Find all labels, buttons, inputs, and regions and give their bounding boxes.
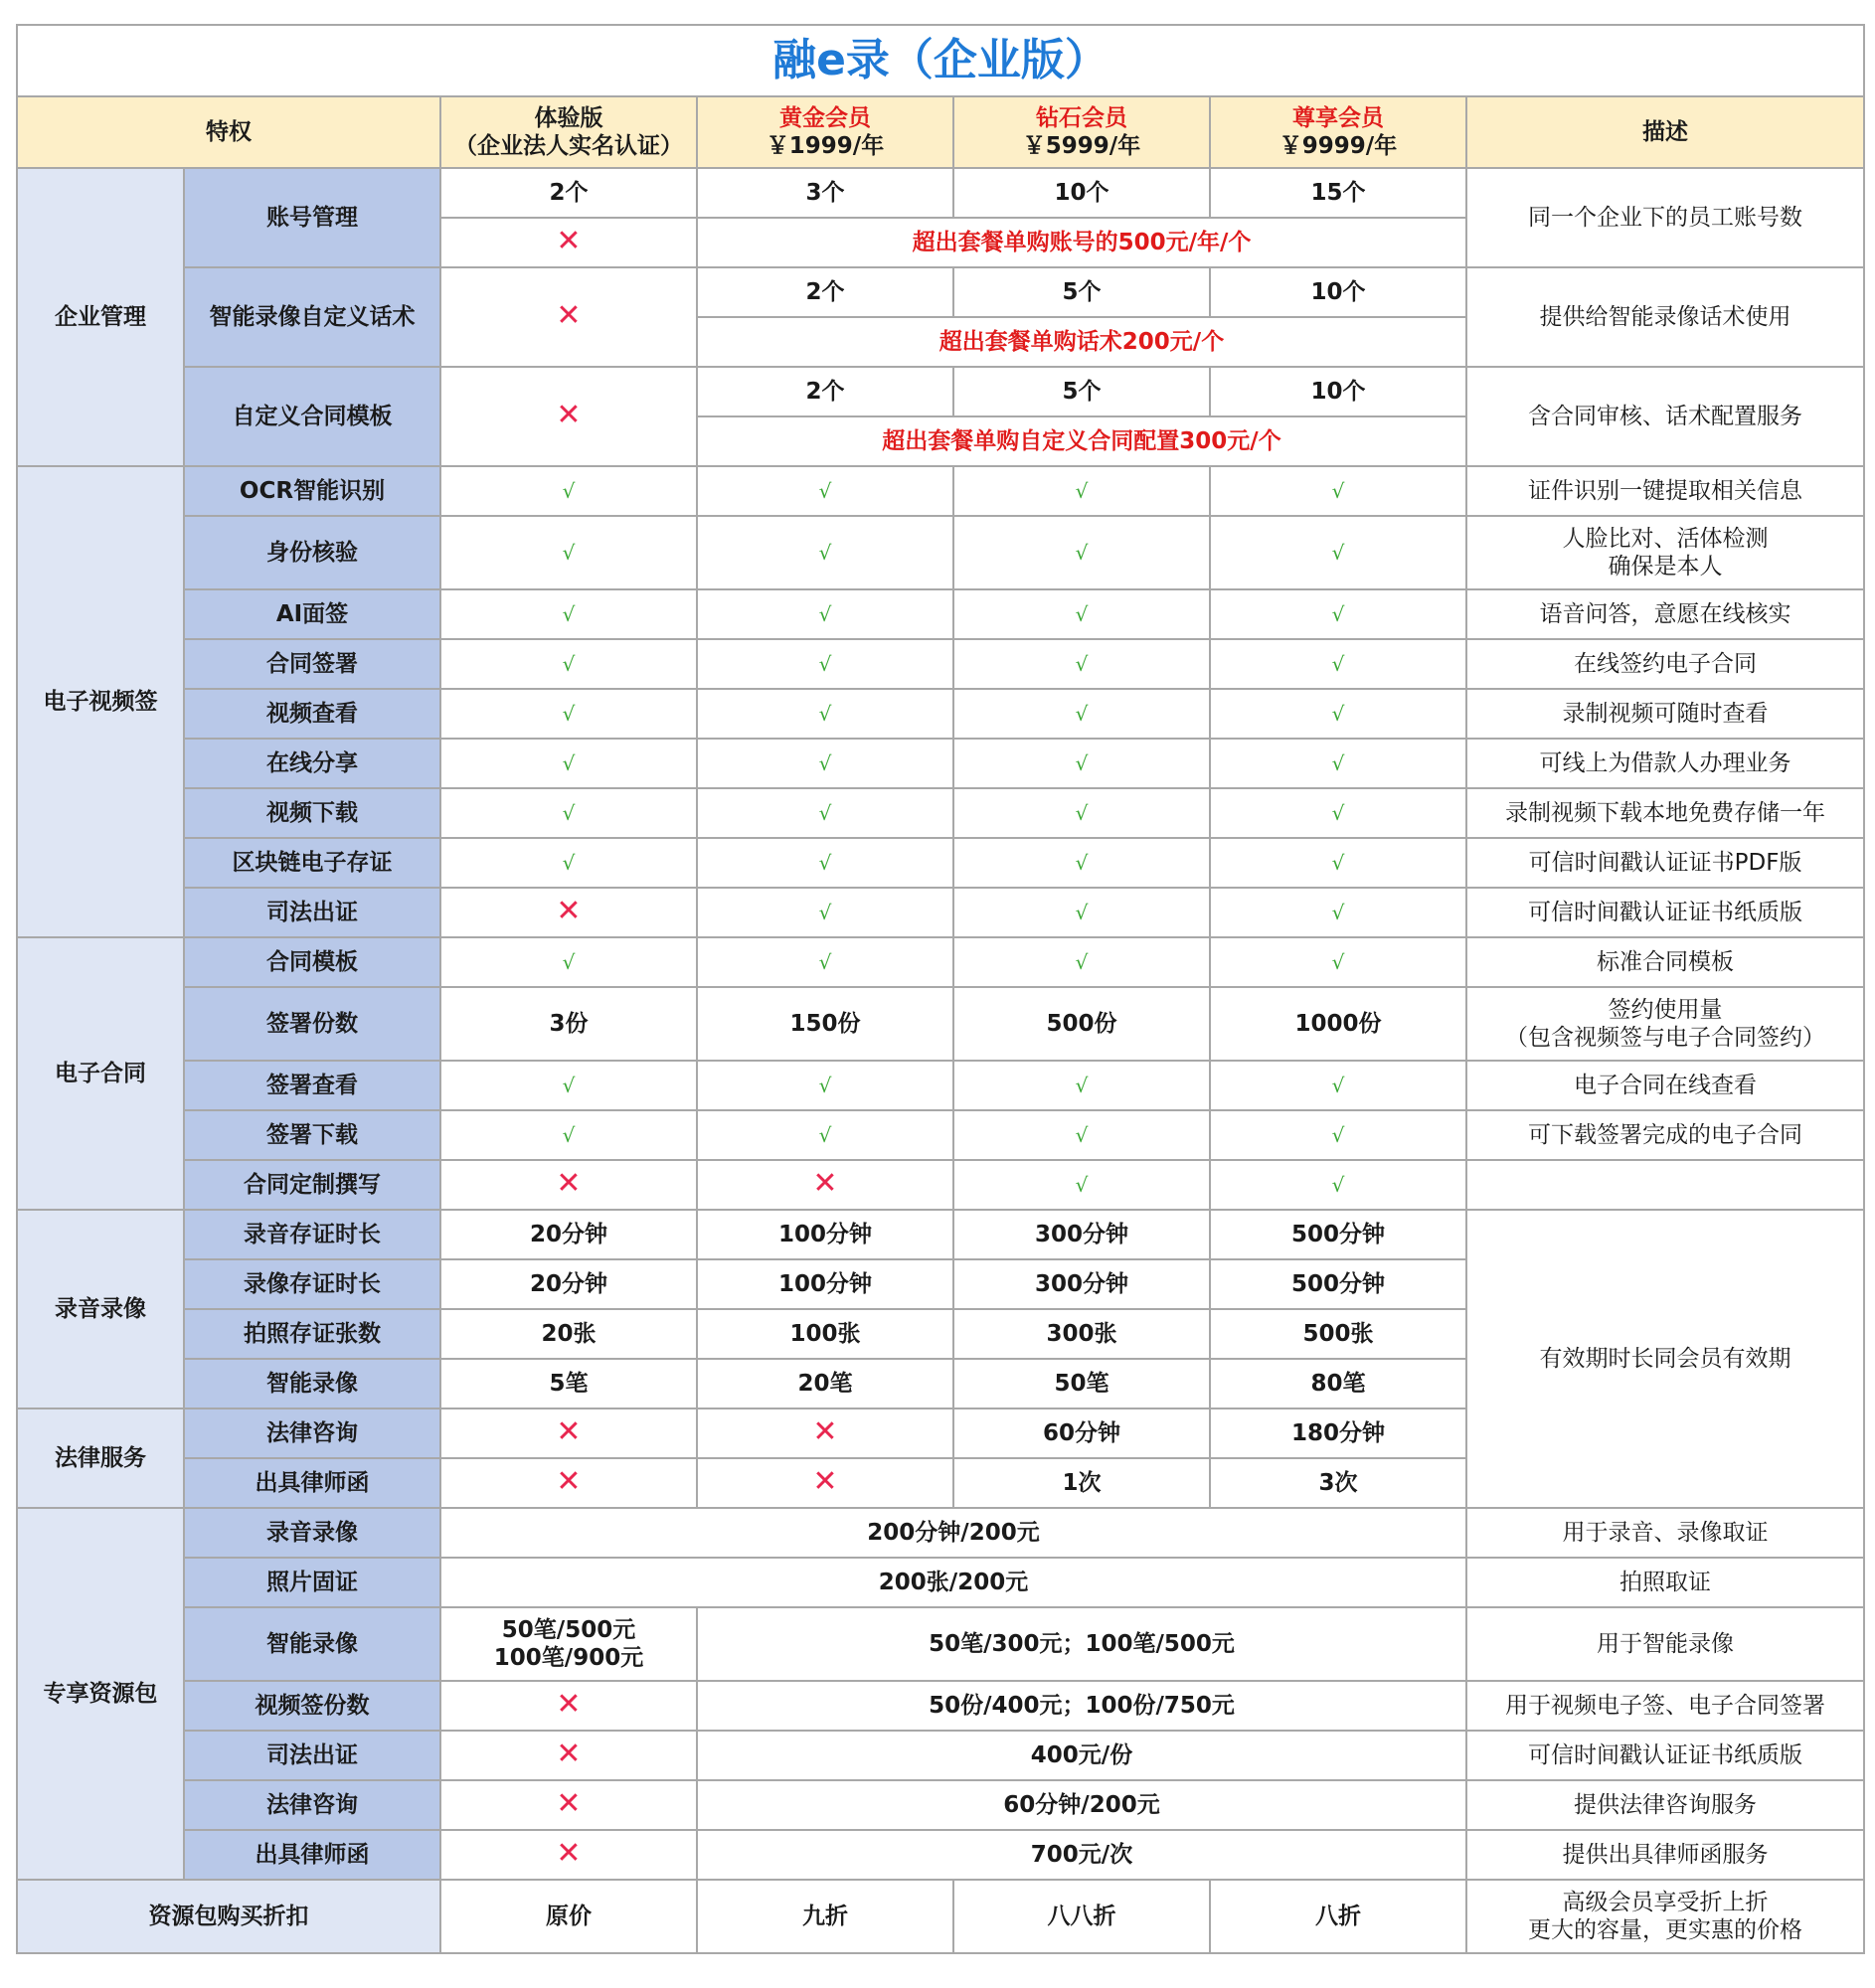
discount-premium: 八折	[1210, 1880, 1466, 1953]
check-icon: √	[1075, 479, 1089, 503]
check-icon: √	[1331, 801, 1345, 825]
pack-judicial-value: 400元/份	[697, 1731, 1466, 1780]
check-icon: √	[562, 1074, 576, 1097]
header-trial	[440, 96, 697, 168]
pack-smart-trial-line1: 50笔/500元	[501, 1617, 636, 1643]
cross-icon: ✕	[556, 1464, 582, 1499]
category-video-sign: 电子视频签	[17, 466, 184, 937]
check-icon: √	[818, 1123, 832, 1147]
category-legal: 法律服务	[17, 1408, 184, 1508]
accounts-desc: 同一个企业下的员工账号数	[1466, 168, 1864, 267]
discount-desc	[1466, 1880, 1864, 1953]
accounts-gold: 3个	[697, 168, 953, 218]
cell-check	[1210, 516, 1466, 589]
check-icon: √	[818, 950, 832, 974]
cell-check	[1210, 838, 1466, 888]
cell-check	[697, 838, 953, 888]
check-icon: √	[1075, 851, 1089, 875]
cell-check	[697, 937, 953, 987]
feature-judicial: 司法出证	[184, 888, 440, 937]
category-packs: 专享资源包	[17, 1508, 184, 1880]
video-premium: 500分钟	[1210, 1259, 1466, 1309]
premium-plan-name: 尊享会员	[1292, 105, 1384, 131]
cross-icon: ✕	[812, 1414, 838, 1449]
feature-sign-view: 签署查看	[184, 1061, 440, 1110]
discount-desc-line2: 更大的容量，更实惠的价格	[1528, 1917, 1803, 1943]
contracts-desc: 含合同审核、话术配置服务	[1466, 367, 1864, 466]
table-row	[17, 1731, 1864, 1780]
feature-scripts: 智能录像自定义话术	[184, 267, 440, 367]
pack-sign-copies-desc: 用于视频电子签、电子合同签署	[1466, 1681, 1864, 1731]
cross-icon: ✕	[556, 1786, 582, 1821]
pack-audio-video-value: 200分钟/200元	[440, 1508, 1466, 1558]
check-icon: √	[1075, 950, 1089, 974]
cross-icon: ✕	[556, 298, 582, 333]
cell-check	[440, 739, 697, 788]
scripts-premium: 10个	[1210, 267, 1466, 317]
consult-diamond: 60分钟	[953, 1408, 1210, 1458]
table-row	[17, 1210, 1864, 1259]
pack-consult-value: 60分钟/200元	[697, 1780, 1466, 1830]
cell-cross	[697, 1458, 953, 1508]
cell-check	[953, 788, 1210, 838]
cell-check	[697, 788, 953, 838]
feature-ocr: OCR智能识别	[184, 466, 440, 516]
diamond-plan-price: ￥5999/年	[1022, 133, 1141, 159]
cell-check	[440, 589, 697, 639]
cell-check	[697, 516, 953, 589]
contracts-premium: 10个	[1210, 367, 1466, 416]
discount-trial: 原价	[440, 1880, 697, 1953]
cell-check	[697, 739, 953, 788]
accounts-diamond: 10个	[953, 168, 1210, 218]
smart-gold: 20笔	[697, 1359, 953, 1408]
cell-check	[1210, 739, 1466, 788]
scripts-trial	[440, 267, 697, 367]
feature-blockchain: 区块链电子存证	[184, 838, 440, 888]
table-row	[17, 1681, 1864, 1731]
copies-desc-line2: （包含视频签与电子合同签约）	[1505, 1025, 1826, 1051]
table-row	[17, 1780, 1864, 1830]
check-icon: √	[1075, 1123, 1089, 1147]
cell-check	[440, 466, 697, 516]
cell-check	[1210, 937, 1466, 987]
scripts-gold: 2个	[697, 267, 953, 317]
table-row	[17, 1558, 1864, 1607]
video-download-desc: 录制视频下载本地免费存储一年	[1466, 788, 1864, 838]
check-icon: √	[1331, 851, 1345, 875]
cell-check	[953, 739, 1210, 788]
scripts-note: 超出套餐单购话术200元/个	[697, 317, 1466, 367]
sign-view-desc: 电子合同在线查看	[1466, 1061, 1864, 1110]
cell-check	[697, 1061, 953, 1110]
check-icon: √	[1075, 702, 1089, 726]
blockchain-desc: 可信时间戳认证证书PDF版	[1466, 838, 1864, 888]
check-icon: √	[1075, 541, 1089, 565]
cross-icon: ✕	[556, 1166, 582, 1201]
check-icon: √	[1331, 751, 1345, 775]
copies-diamond: 500份	[953, 987, 1210, 1061]
cell-check	[440, 788, 697, 838]
copies-gold: 150份	[697, 987, 953, 1061]
check-icon: √	[562, 1123, 576, 1147]
table-row	[17, 267, 1864, 317]
cross-icon: ✕	[812, 1166, 838, 1201]
cell-check	[440, 838, 697, 888]
category-enterprise: 企业管理	[17, 168, 184, 466]
check-icon: √	[562, 950, 576, 974]
cell-check	[440, 1061, 697, 1110]
check-icon: √	[1075, 901, 1089, 924]
feature-pack-letter: 出具律师函	[184, 1830, 440, 1880]
check-icon: √	[1075, 1074, 1089, 1097]
check-icon: √	[1075, 801, 1089, 825]
copies-desc-line1: 签约使用量	[1608, 997, 1723, 1023]
check-icon: √	[818, 479, 832, 503]
premium-plan-price: ￥9999/年	[1278, 133, 1398, 159]
check-icon: √	[562, 751, 576, 775]
feature-sign-download: 签署下载	[184, 1110, 440, 1160]
cross-icon: ✕	[556, 1836, 582, 1871]
copies-trial: 3份	[440, 987, 697, 1061]
ai-sign-desc: 语音问答，意愿在线核实	[1466, 589, 1864, 639]
cell-check	[1210, 689, 1466, 739]
check-icon: √	[818, 541, 832, 565]
accounts-trial: 2个	[440, 168, 697, 218]
cross-icon: ✕	[812, 1464, 838, 1499]
cross-icon: ✕	[556, 1737, 582, 1771]
cross-icon: ✕	[556, 894, 582, 928]
video-diamond: 300分钟	[953, 1259, 1210, 1309]
feature-pack-sign-copies: 视频签份数	[184, 1681, 440, 1731]
table-row	[17, 689, 1864, 739]
feature-pack-judicial: 司法出证	[184, 1731, 440, 1780]
accounts-trial-extra	[440, 218, 697, 267]
pack-smart-trial	[440, 1607, 697, 1681]
check-icon: √	[1331, 541, 1345, 565]
page-title: 融e录（企业版）	[17, 25, 1864, 96]
cell-check	[440, 516, 697, 589]
feature-photo-count: 拍照存证张数	[184, 1309, 440, 1359]
scripts-desc: 提供给智能录像话术使用	[1466, 267, 1864, 367]
table-row	[17, 937, 1864, 987]
table-row	[17, 1061, 1864, 1110]
header-privilege: 特权	[17, 96, 440, 168]
feature-contract-templates: 自定义合同模板	[184, 367, 440, 466]
discount-desc-line1: 高级会员享受折上折	[1562, 1890, 1769, 1915]
table-row	[17, 1508, 1864, 1558]
cell-check	[953, 1061, 1210, 1110]
feature-pack-photo: 照片固证	[184, 1558, 440, 1607]
audio-gold: 100分钟	[697, 1210, 953, 1259]
video-gold: 100分钟	[697, 1259, 953, 1309]
check-icon: √	[562, 851, 576, 875]
check-icon: √	[818, 901, 832, 924]
check-icon: √	[1075, 751, 1089, 775]
copies-desc	[1466, 987, 1864, 1061]
contract-sign-desc: 在线签约电子合同	[1466, 639, 1864, 689]
contracts-trial	[440, 367, 697, 466]
check-icon: √	[818, 1074, 832, 1097]
recording-desc: 有效期时长同会员有效期	[1466, 1210, 1864, 1508]
cross-icon: ✕	[556, 398, 582, 432]
check-icon: √	[562, 479, 576, 503]
discount-gold: 九折	[697, 1880, 953, 1953]
cell-check	[953, 937, 1210, 987]
category-e-contract: 电子合同	[17, 937, 184, 1210]
sign-download-desc: 可下载签署完成的电子合同	[1466, 1110, 1864, 1160]
check-icon: √	[818, 652, 832, 676]
gold-plan-price: ￥1999/年	[766, 133, 885, 159]
pack-letter-desc: 提供出具律师函服务	[1466, 1830, 1864, 1880]
consult-premium: 180分钟	[1210, 1408, 1466, 1458]
check-icon: √	[1331, 1123, 1345, 1147]
cell-check	[440, 1110, 697, 1160]
check-icon: √	[1331, 652, 1345, 676]
gold-plan-name: 黄金会员	[779, 105, 871, 131]
cell-cross	[697, 1160, 953, 1210]
check-icon: √	[818, 751, 832, 775]
cell-check	[1210, 788, 1466, 838]
pack-smart-trial-line2: 100笔/900元	[493, 1645, 644, 1671]
feature-custom-contract: 合同定制撰写	[184, 1160, 440, 1210]
cell-check	[1210, 1061, 1466, 1110]
cell-check	[953, 639, 1210, 689]
cell-check	[1210, 888, 1466, 937]
check-icon: √	[562, 652, 576, 676]
custom-contract-desc	[1466, 1160, 1864, 1210]
diamond-plan-name: 钻石会员	[1036, 105, 1127, 131]
cell-cross	[440, 888, 697, 937]
feature-lawyer-letter: 出具律师函	[184, 1458, 440, 1508]
video-trial: 20分钟	[440, 1259, 697, 1309]
photo-premium: 500张	[1210, 1309, 1466, 1359]
contracts-gold: 2个	[697, 367, 953, 416]
trial-plan-note: （企业法人实名认证）	[454, 133, 683, 159]
table-row	[17, 168, 1864, 218]
pack-smart-value: 50笔/300元；100笔/500元	[697, 1607, 1466, 1681]
feature-identity: 身份核验	[184, 516, 440, 589]
cell-check	[697, 1110, 953, 1160]
pack-sign-copies-value: 50份/400元；100份/750元	[697, 1681, 1466, 1731]
table-row	[17, 838, 1864, 888]
identity-desc-line1: 人脸比对、活体检测	[1562, 526, 1769, 552]
pack-photo-desc: 拍照取证	[1466, 1558, 1864, 1607]
check-icon: √	[562, 602, 576, 626]
cell-check	[1210, 1110, 1466, 1160]
cell-check	[953, 516, 1210, 589]
check-icon: √	[1075, 602, 1089, 626]
header-description: 描述	[1466, 96, 1864, 168]
check-icon: √	[1331, 702, 1345, 726]
check-icon: √	[818, 851, 832, 875]
table-row	[17, 1160, 1864, 1210]
cross-icon: ✕	[556, 1687, 582, 1722]
cell-cross	[440, 1681, 697, 1731]
check-icon: √	[1075, 1173, 1089, 1197]
cell-check	[953, 466, 1210, 516]
cell-check	[953, 888, 1210, 937]
feature-audio-duration: 录音存证时长	[184, 1210, 440, 1259]
check-icon: √	[1331, 479, 1345, 503]
cell-cross	[440, 1780, 697, 1830]
table-header	[17, 96, 1864, 168]
cell-cross	[440, 1458, 697, 1508]
cell-check	[697, 888, 953, 937]
copies-premium: 1000份	[1210, 987, 1466, 1061]
letter-premium: 3次	[1210, 1458, 1466, 1508]
discount-label: 资源包购买折扣	[17, 1880, 440, 1953]
cell-check	[697, 639, 953, 689]
category-recording: 录音录像	[17, 1210, 184, 1408]
cell-cross	[440, 1160, 697, 1210]
cell-check	[440, 639, 697, 689]
cell-check	[953, 1160, 1210, 1210]
cross-icon: ✕	[556, 224, 582, 258]
cell-check	[1210, 639, 1466, 689]
cell-cross	[440, 1408, 697, 1458]
check-icon: √	[818, 801, 832, 825]
contract-template-desc: 标准合同模板	[1466, 937, 1864, 987]
table-row	[17, 987, 1864, 1061]
pack-letter-value: 700元/次	[697, 1830, 1466, 1880]
table-row	[17, 367, 1864, 416]
cell-check	[440, 937, 697, 987]
check-icon: √	[1331, 602, 1345, 626]
judicial-desc: 可信时间戳认证证书纸质版	[1466, 888, 1864, 937]
cell-check	[1210, 1160, 1466, 1210]
table-row	[17, 639, 1864, 689]
feature-pack-consult: 法律咨询	[184, 1780, 440, 1830]
cell-check	[697, 589, 953, 639]
feature-video-view: 视频查看	[184, 689, 440, 739]
identity-desc	[1466, 516, 1864, 589]
feature-pack-audio-video: 录音录像	[184, 1508, 440, 1558]
feature-legal-consult: 法律咨询	[184, 1408, 440, 1458]
feature-pack-smart-video: 智能录像	[184, 1607, 440, 1681]
cell-check	[953, 589, 1210, 639]
table-row	[17, 788, 1864, 838]
feature-sign-copies: 签署份数	[184, 987, 440, 1061]
table-row	[17, 1830, 1864, 1880]
smart-premium: 80笔	[1210, 1359, 1466, 1408]
contracts-note: 超出套餐单购自定义合同配置300元/个	[697, 416, 1466, 466]
photo-diamond: 300张	[953, 1309, 1210, 1359]
photo-gold: 100张	[697, 1309, 953, 1359]
pricing-table	[16, 24, 1865, 1954]
cell-check	[440, 689, 697, 739]
pack-photo-value: 200张/200元	[440, 1558, 1466, 1607]
online-share-desc: 可线上为借款人办理业务	[1466, 739, 1864, 788]
feature-contract-template: 合同模板	[184, 937, 440, 987]
smart-trial: 5笔	[440, 1359, 697, 1408]
pricing-sheet	[16, 24, 1863, 1954]
check-icon: √	[1331, 950, 1345, 974]
cell-check	[953, 1110, 1210, 1160]
cell-check	[697, 466, 953, 516]
discount-diamond: 八八折	[953, 1880, 1210, 1953]
table-row	[17, 1880, 1864, 1953]
check-icon: √	[818, 602, 832, 626]
pack-consult-desc: 提供法律咨询服务	[1466, 1780, 1864, 1830]
header-diamond	[953, 96, 1210, 168]
trial-plan-name: 体验版	[534, 105, 603, 131]
feature-accounts: 账号管理	[184, 168, 440, 267]
table-row	[17, 589, 1864, 639]
check-icon: √	[562, 801, 576, 825]
feature-ai-sign: AI面签	[184, 589, 440, 639]
table-row	[17, 739, 1864, 788]
cell-cross	[440, 1830, 697, 1880]
audio-premium: 500分钟	[1210, 1210, 1466, 1259]
check-icon: √	[562, 541, 576, 565]
audio-diamond: 300分钟	[953, 1210, 1210, 1259]
cell-check	[953, 838, 1210, 888]
photo-trial: 20张	[440, 1309, 697, 1359]
cell-check	[1210, 589, 1466, 639]
cell-cross	[440, 1731, 697, 1780]
feature-smart-video: 智能录像	[184, 1359, 440, 1408]
contracts-diamond: 5个	[953, 367, 1210, 416]
pack-audio-video-desc: 用于录音、录像取证	[1466, 1508, 1864, 1558]
table-row	[17, 1607, 1864, 1681]
pack-smart-desc: 用于智能录像	[1466, 1607, 1864, 1681]
header-gold	[697, 96, 953, 168]
feature-video-duration: 录像存证时长	[184, 1259, 440, 1309]
video-view-desc: 录制视频可随时查看	[1466, 689, 1864, 739]
feature-video-download: 视频下载	[184, 788, 440, 838]
audio-trial: 20分钟	[440, 1210, 697, 1259]
cell-check	[1210, 466, 1466, 516]
accounts-premium: 15个	[1210, 168, 1466, 218]
cell-cross	[697, 1408, 953, 1458]
table-row	[17, 516, 1864, 589]
identity-desc-line2: 确保是本人	[1608, 554, 1723, 580]
check-icon: √	[818, 702, 832, 726]
header-premium	[1210, 96, 1466, 168]
check-icon: √	[1331, 1074, 1345, 1097]
table-row	[17, 466, 1864, 516]
scripts-diamond: 5个	[953, 267, 1210, 317]
pack-judicial-desc: 可信时间戳认证证书纸质版	[1466, 1731, 1864, 1780]
feature-contract-sign: 合同签署	[184, 639, 440, 689]
check-icon: √	[562, 702, 576, 726]
table-row	[17, 888, 1864, 937]
check-icon: √	[1331, 1173, 1345, 1197]
smart-diamond: 50笔	[953, 1359, 1210, 1408]
cell-check	[697, 689, 953, 739]
cell-check	[953, 689, 1210, 739]
cross-icon: ✕	[556, 1414, 582, 1449]
feature-online-share: 在线分享	[184, 739, 440, 788]
check-icon: √	[1075, 652, 1089, 676]
accounts-note: 超出套餐单购账号的500元/年/个	[697, 218, 1466, 267]
table-row	[17, 1110, 1864, 1160]
check-icon: √	[1331, 901, 1345, 924]
ocr-desc: 证件识别一键提取相关信息	[1466, 466, 1864, 516]
letter-diamond: 1次	[953, 1458, 1210, 1508]
